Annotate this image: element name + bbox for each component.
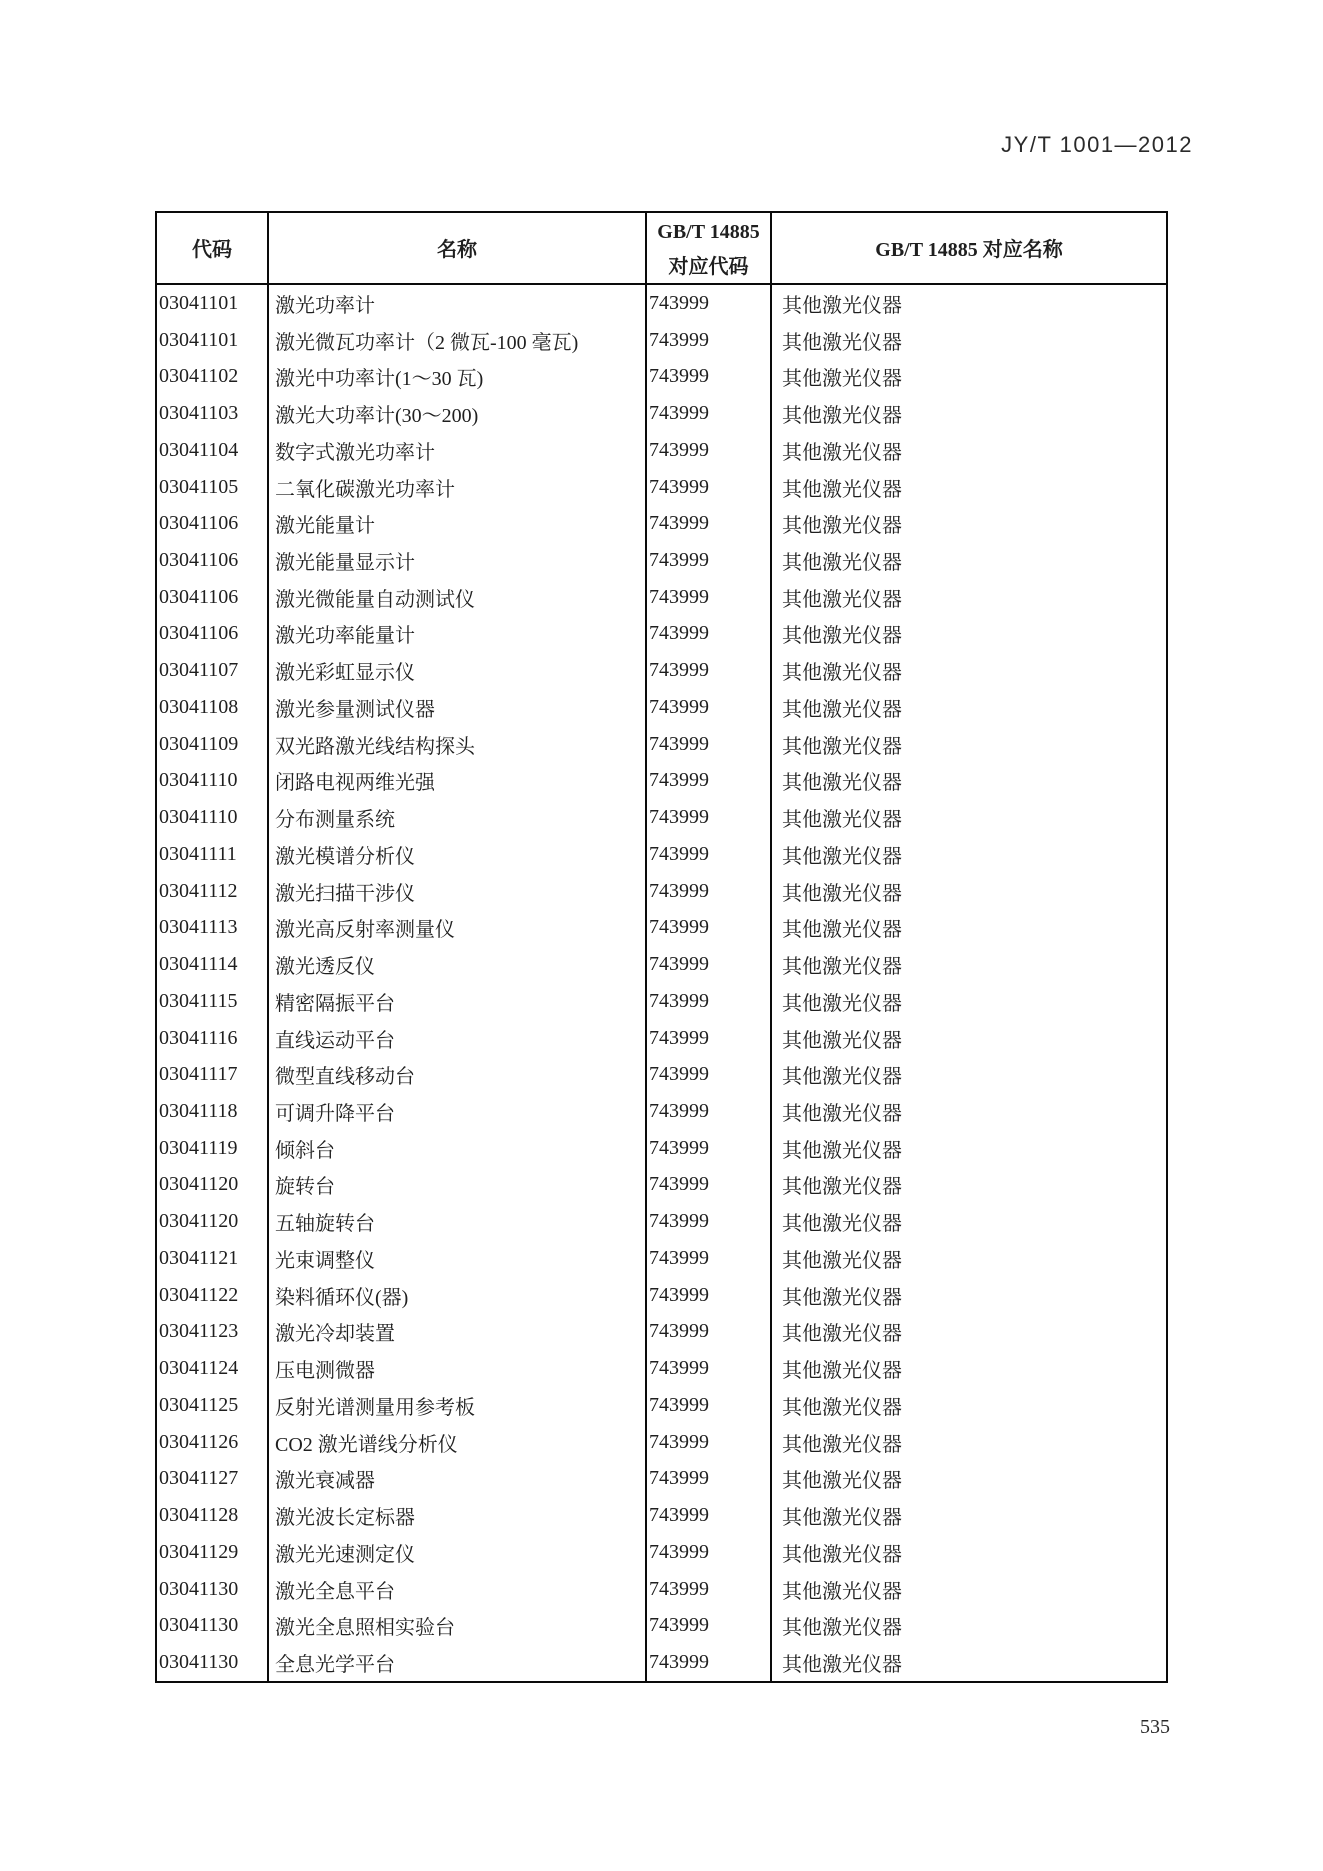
table-row <box>157 1387 1166 1424</box>
cell-code: 03041118 <box>157 1093 269 1130</box>
table-row <box>157 1424 1166 1461</box>
cell-gbt-name: 其他激光仪器 <box>782 1396 902 1419</box>
cell-code: 03041130 <box>157 1644 269 1681</box>
table-row <box>157 1497 1166 1534</box>
cell-gbt-name: 其他激光仪器 <box>782 552 902 574</box>
cell-gbt-name: 其他激光仪器 <box>782 735 902 758</box>
cell-gbt-name: 其他激光仪器 <box>782 882 902 905</box>
table-row <box>157 763 1166 800</box>
table-header-row <box>157 213 1166 285</box>
cell-gbt-name: 其他激光仪器 <box>782 1617 902 1640</box>
cell-gbt-code: 743999 <box>647 1314 772 1351</box>
cell-code: 03041125 <box>157 1387 269 1424</box>
table-row <box>157 358 1166 395</box>
column-header-gbt-name: GB/T 14885 对应名称 <box>875 238 1063 261</box>
cell-name: 分布测量系统 <box>269 799 647 836</box>
cell-code: 03041114 <box>157 946 269 983</box>
cell-gbt-name: 其他激光仪器 <box>782 1213 902 1236</box>
cell-gbt-code: 743999 <box>647 726 772 763</box>
cell-code: 03041127 <box>157 1461 269 1498</box>
cell-name: 直线运动平台 <box>269 1020 647 1057</box>
cell-gbt-name: 其他激光仪器 <box>782 1103 902 1126</box>
cell-gbt-code: 743999 <box>647 1020 772 1057</box>
cell-gbt-name: 其他激光仪器 <box>782 1470 902 1493</box>
cell-gbt-code: 743999 <box>647 579 772 616</box>
cell-gbt-name: 其他激光仪器 <box>782 1286 902 1309</box>
cell-name: CO2 激光谱线分析仪 <box>269 1424 647 1461</box>
cell-gbt-code: 743999 <box>647 395 772 432</box>
cell-gbt-code: 743999 <box>647 689 772 726</box>
table-row <box>157 432 1166 469</box>
cell-code: 03041123 <box>157 1314 269 1351</box>
cell-gbt-code: 743999 <box>647 836 772 873</box>
cell-gbt-code: 743999 <box>647 285 772 322</box>
cell-gbt-code: 743999 <box>647 1571 772 1608</box>
cell-gbt-name: 其他激光仪器 <box>782 956 902 979</box>
cell-gbt-name: 其他激光仪器 <box>782 845 902 868</box>
cell-name: 全息光学平台 <box>269 1644 647 1681</box>
cell-code: 03041117 <box>157 1056 269 1093</box>
cell-name: 激光衰减器 <box>269 1461 647 1498</box>
cell-name: 激光彩虹显示仪 <box>269 652 647 689</box>
cell-gbt-name: 其他激光仪器 <box>782 1360 902 1383</box>
cell-name: 激光波长定标器 <box>269 1497 647 1534</box>
cell-gbt-name: 其他激光仪器 <box>782 1433 902 1456</box>
cell-gbt-code: 743999 <box>647 505 772 542</box>
cell-name: 激光中功率计(1～30 瓦) <box>269 358 647 395</box>
cell-gbt-code: 743999 <box>647 873 772 910</box>
cell-name: 激光功率计 <box>269 285 647 322</box>
cell-gbt-code: 743999 <box>647 1093 772 1130</box>
cell-gbt-name: 其他激光仪器 <box>782 919 902 942</box>
column-header-gbt-code: GB/T 14885 对应代码 <box>647 213 772 287</box>
table-row <box>157 1130 1166 1167</box>
cell-gbt-name: 其他激光仪器 <box>782 405 902 428</box>
equipment-code-table <box>155 211 1168 1683</box>
table-row <box>157 836 1166 873</box>
cell-code: 03041110 <box>157 763 269 800</box>
cell-name: 激光参量测试仪器 <box>269 689 647 726</box>
table-row <box>157 1240 1166 1277</box>
cell-code: 03041111 <box>157 836 269 873</box>
cell-code: 03041130 <box>157 1607 269 1644</box>
table-row <box>157 1461 1166 1498</box>
cell-gbt-code: 743999 <box>647 322 772 359</box>
cell-code: 03041112 <box>157 873 269 910</box>
cell-gbt-name: 其他激光仪器 <box>782 1029 902 1052</box>
cell-gbt-code: 743999 <box>647 1277 772 1314</box>
table-row <box>157 983 1166 1020</box>
cell-name: 激光能量显示计 <box>269 542 647 579</box>
cell-name: 旋转台 <box>269 1167 647 1204</box>
table-row <box>157 1277 1166 1314</box>
cell-name: 激光扫描干涉仪 <box>269 873 647 910</box>
cell-code: 03041119 <box>157 1130 269 1167</box>
cell-name: 染料循环仪(器) <box>269 1277 647 1314</box>
cell-code: 03041107 <box>157 652 269 689</box>
table-row <box>157 909 1166 946</box>
cell-gbt-code: 743999 <box>647 358 772 395</box>
cell-gbt-name: 其他激光仪器 <box>782 294 902 317</box>
cell-gbt-name: 其他激光仪器 <box>782 515 902 538</box>
cell-gbt-name: 其他激光仪器 <box>782 441 902 464</box>
cell-code: 03041106 <box>157 579 269 616</box>
table-row <box>157 1607 1166 1644</box>
cell-gbt-code: 743999 <box>647 909 772 946</box>
cell-gbt-name: 其他激光仪器 <box>782 588 902 611</box>
cell-gbt-code: 743999 <box>647 1240 772 1277</box>
cell-gbt-name: 其他激光仪器 <box>782 368 902 391</box>
cell-code: 03041120 <box>157 1203 269 1240</box>
cell-gbt-code: 743999 <box>647 1607 772 1644</box>
table-row <box>157 579 1166 616</box>
cell-name: 倾斜台 <box>269 1130 647 1167</box>
cell-code: 03041106 <box>157 616 269 653</box>
cell-name: 微型直线移动台 <box>269 1056 647 1093</box>
table-row <box>157 395 1166 432</box>
cell-name: 精密隔振平台 <box>269 983 647 1020</box>
cell-code: 03041122 <box>157 1277 269 1314</box>
cell-code: 03041120 <box>157 1167 269 1204</box>
cell-code: 03041106 <box>157 542 269 579</box>
table-row <box>157 505 1166 542</box>
cell-name: 反射光谱测量用参考板 <box>269 1387 647 1424</box>
cell-code: 03041121 <box>157 1240 269 1277</box>
cell-gbt-code: 743999 <box>647 1130 772 1167</box>
cell-gbt-code: 743999 <box>647 616 772 653</box>
cell-name: 压电测微器 <box>269 1350 647 1387</box>
cell-code: 03041126 <box>157 1424 269 1461</box>
cell-code: 03041130 <box>157 1571 269 1608</box>
cell-code: 03041105 <box>157 469 269 506</box>
cell-code: 03041101 <box>157 322 269 359</box>
cell-code: 03041116 <box>157 1020 269 1057</box>
cell-name: 激光微能量自动测试仪 <box>269 579 647 616</box>
cell-gbt-code: 743999 <box>647 946 772 983</box>
cell-name: 闭路电视两维光强 <box>269 763 647 800</box>
cell-code: 03041109 <box>157 726 269 763</box>
table-row <box>157 1571 1166 1608</box>
cell-name: 激光高反射率测量仪 <box>269 909 647 946</box>
table-row <box>157 322 1166 359</box>
cell-gbt-code: 743999 <box>647 1203 772 1240</box>
cell-gbt-name: 其他激光仪器 <box>782 662 902 685</box>
table-row <box>157 1534 1166 1571</box>
cell-code: 03041110 <box>157 799 269 836</box>
cell-name: 激光光速测定仪 <box>269 1534 647 1571</box>
cell-gbt-code: 743999 <box>647 1534 772 1571</box>
cell-code: 03041115 <box>157 983 269 1020</box>
cell-name: 激光功率能量计 <box>269 616 647 653</box>
cell-name: 可调升降平台 <box>269 1093 647 1130</box>
cell-gbt-name: 其他激光仪器 <box>782 809 902 832</box>
cell-name: 五轴旋转台 <box>269 1203 647 1240</box>
cell-gbt-code: 743999 <box>647 799 772 836</box>
table-row <box>157 616 1166 653</box>
cell-gbt-code: 743999 <box>647 1644 772 1681</box>
cell-gbt-code: 743999 <box>647 1387 772 1424</box>
cell-name: 双光路激光线结构探头 <box>269 726 647 763</box>
cell-gbt-code: 743999 <box>647 542 772 579</box>
column-header-code: 代码 <box>157 213 269 287</box>
table-row <box>157 1056 1166 1093</box>
table-row <box>157 285 1166 322</box>
cell-gbt-code: 743999 <box>647 652 772 689</box>
table-row <box>157 1644 1166 1681</box>
cell-gbt-name: 其他激光仪器 <box>782 1176 902 1199</box>
cell-code: 03041108 <box>157 689 269 726</box>
table-body <box>157 285 1166 1681</box>
cell-name: 二氧化碳激光功率计 <box>269 469 647 506</box>
cell-name: 光束调整仪 <box>269 1240 647 1277</box>
table-row <box>157 1020 1166 1057</box>
cell-gbt-name: 其他激光仪器 <box>782 1323 902 1346</box>
cell-gbt-name: 其他激光仪器 <box>782 478 902 501</box>
cell-gbt-name: 其他激光仪器 <box>782 1507 902 1530</box>
cell-gbt-code: 743999 <box>647 1497 772 1534</box>
cell-name: 数字式激光功率计 <box>269 432 647 469</box>
column-header-name: 名称 <box>269 213 647 287</box>
table-row <box>157 799 1166 836</box>
cell-code: 03041128 <box>157 1497 269 1534</box>
cell-gbt-name: 其他激光仪器 <box>782 1249 902 1272</box>
table-row <box>157 1167 1166 1204</box>
cell-code: 03041101 <box>157 285 269 322</box>
cell-gbt-name: 其他激光仪器 <box>782 772 902 795</box>
cell-code: 03041113 <box>157 909 269 946</box>
cell-code: 03041106 <box>157 505 269 542</box>
cell-gbt-name: 其他激光仪器 <box>782 625 902 648</box>
cell-gbt-name: 其他激光仪器 <box>782 331 902 354</box>
cell-code: 03041102 <box>157 358 269 395</box>
standard-reference: JY/T 1001—2012 <box>1001 132 1193 157</box>
cell-name: 激光透反仪 <box>269 946 647 983</box>
cell-code: 03041129 <box>157 1534 269 1571</box>
table-row <box>157 1203 1166 1240</box>
cell-gbt-code: 743999 <box>647 1424 772 1461</box>
cell-name: 激光微瓦功率计（2 微瓦-100 毫瓦) <box>269 322 647 359</box>
cell-name: 激光模谱分析仪 <box>269 836 647 873</box>
table-row <box>157 1314 1166 1351</box>
cell-gbt-code: 743999 <box>647 1461 772 1498</box>
cell-code: 03041104 <box>157 432 269 469</box>
cell-gbt-name: 其他激光仪器 <box>782 1580 902 1603</box>
cell-code: 03041124 <box>157 1350 269 1387</box>
cell-gbt-name: 其他激光仪器 <box>782 1066 902 1089</box>
cell-gbt-name: 其他激光仪器 <box>782 1654 902 1677</box>
cell-gbt-code: 743999 <box>647 432 772 469</box>
cell-name: 激光大功率计(30～200) <box>269 395 647 432</box>
table-row <box>157 689 1166 726</box>
cell-gbt-code: 743999 <box>647 1056 772 1093</box>
cell-name: 激光冷却装置 <box>269 1314 647 1351</box>
cell-gbt-code: 743999 <box>647 1350 772 1387</box>
table-row <box>157 542 1166 579</box>
cell-gbt-code: 743999 <box>647 469 772 506</box>
table-row <box>157 726 1166 763</box>
table-row <box>157 1350 1166 1387</box>
cell-name: 激光能量计 <box>269 505 647 542</box>
table-row <box>157 1093 1166 1130</box>
page-number: 535 <box>1140 1716 1170 1738</box>
cell-code: 03041103 <box>157 395 269 432</box>
table-row <box>157 652 1166 689</box>
cell-gbt-name: 其他激光仪器 <box>782 992 902 1015</box>
cell-gbt-name: 其他激光仪器 <box>782 698 902 721</box>
cell-gbt-name: 其他激光仪器 <box>782 1543 902 1566</box>
table-row <box>157 873 1166 910</box>
cell-gbt-code: 743999 <box>647 983 772 1020</box>
table-row <box>157 469 1166 506</box>
table-row <box>157 946 1166 983</box>
cell-name: 激光全息照相实验台 <box>269 1607 647 1644</box>
cell-gbt-code: 743999 <box>647 1167 772 1204</box>
cell-gbt-name: 其他激光仪器 <box>782 1139 902 1162</box>
cell-name: 激光全息平台 <box>269 1571 647 1608</box>
cell-gbt-code: 743999 <box>647 763 772 800</box>
